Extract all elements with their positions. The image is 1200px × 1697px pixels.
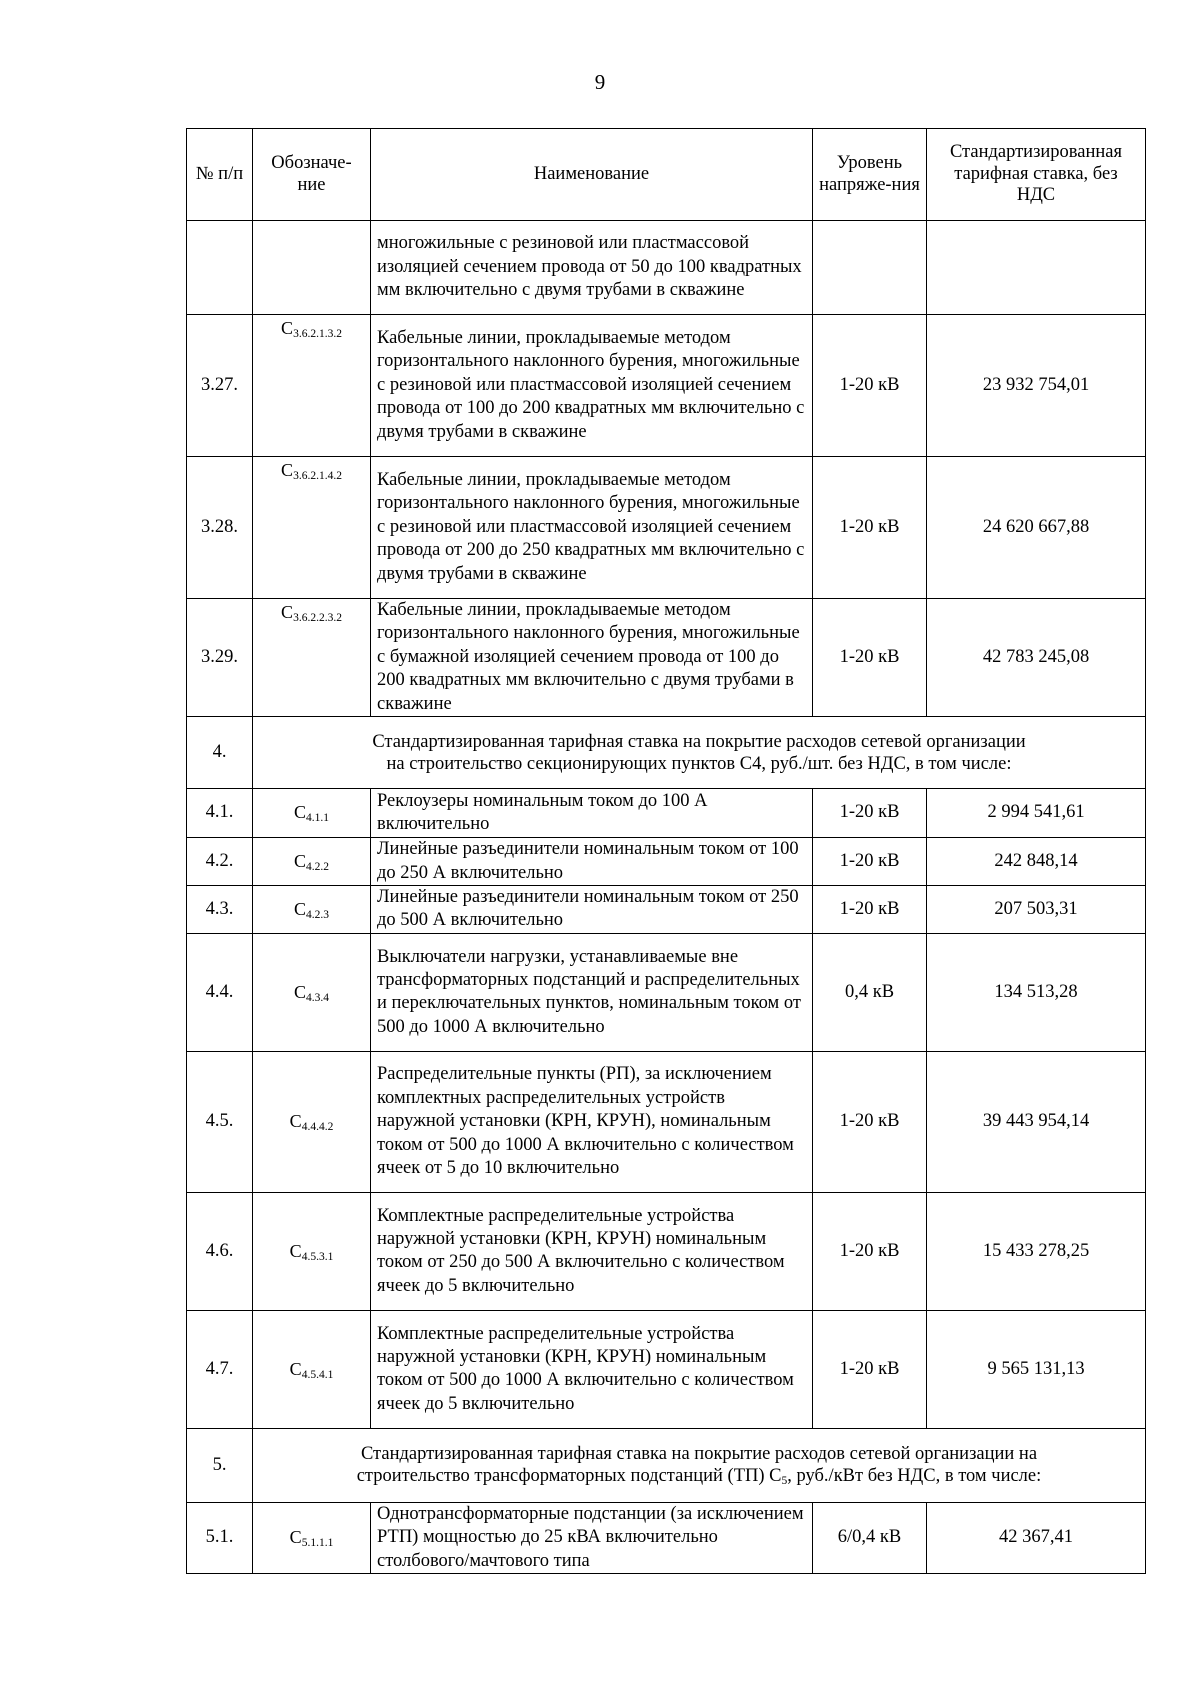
table-row <box>187 933 1146 1051</box>
row-name: многожильные с резиновой или пластмассовой изоляцией сечением провода от 50 до 100 квадратных мм включительно с двумя трубами в скважине <box>371 221 813 315</box>
row-rate: 15 433 278,25 <box>927 1192 1146 1310</box>
row-num: 4.1. <box>187 789 253 838</box>
table-row <box>187 1310 1146 1428</box>
row-name: Выключатели нагрузки, устанавливаемые вне трансформаторных подстанций и распределительных и переключательных пунктов, номинальным током от 500 до 1000 А включительно <box>371 933 813 1051</box>
row-name: Комплектные распределительные устройства наружной установки (КРН, КРУН) номинальным током от 500 до 1000 А включительно с количеством ячеек до 5 включительно <box>371 1310 813 1428</box>
table-row <box>187 221 1146 315</box>
designation-base: С <box>293 898 306 919</box>
row-rate <box>927 221 1146 315</box>
designation-subscript: 5.1.1.1 <box>301 1537 334 1550</box>
designation-base: С <box>289 1240 302 1261</box>
row-voltage: 1-20 кВ <box>813 886 927 934</box>
designation-subscript: 4.5.4.1 <box>301 1368 334 1381</box>
section-num: 4. <box>187 717 253 789</box>
row-rate: 42 367,41 <box>927 1502 1146 1573</box>
row-voltage: 1-20 кВ <box>813 599 927 717</box>
row-num: 4.2. <box>187 838 253 886</box>
row-designation <box>253 933 371 1051</box>
section-row <box>187 717 1146 789</box>
row-rate: 134 513,28 <box>927 933 1146 1051</box>
row-voltage: 1-20 кВ <box>813 457 927 599</box>
section-title-text: строительство трансформаторных подстанций (ТП) С <box>356 1466 782 1487</box>
row-num: 3.28. <box>187 457 253 599</box>
designation-base: С <box>289 1527 302 1548</box>
designation-base: С <box>289 1111 302 1132</box>
row-rate: 242 848,14 <box>927 838 1146 886</box>
designation-subscript: 4.2.3 <box>306 908 329 921</box>
row-designation <box>253 599 371 717</box>
section-title-text: , руб./кВт без НДС, в том числе: <box>787 1466 1042 1487</box>
designation-base: С <box>281 460 294 480</box>
section-title-subscript: 5 <box>781 1475 788 1488</box>
row-name: Однотрансформаторные подстанции (за исключением РТП) мощностью до 25 кВА включительно столбового/мачтового типа <box>371 1502 813 1573</box>
header-voltage: Уровень напряже-ния <box>813 129 927 221</box>
row-designation <box>253 1502 371 1573</box>
designation-base: С <box>293 802 306 823</box>
table-row <box>187 838 1146 886</box>
designation-subscript: 4.4.4.2 <box>301 1121 334 1134</box>
designation-subscript: 4.3.4 <box>306 991 329 1004</box>
row-num: 4.5. <box>187 1051 253 1192</box>
row-name: Реклоузеры номинальным током до 100 А включительно <box>371 789 813 838</box>
header-name: Наименование <box>371 129 813 221</box>
designation-subscript: 3.6.2.1.4.2 <box>293 470 342 482</box>
designation-subscript: 4.5.3.1 <box>301 1250 334 1263</box>
row-rate: 39 443 954,14 <box>927 1051 1146 1192</box>
row-designation <box>253 838 371 886</box>
row-designation <box>253 886 371 934</box>
table-row <box>187 599 1146 717</box>
row-voltage: 1-20 кВ <box>813 838 927 886</box>
row-num: 4.7. <box>187 1310 253 1428</box>
row-rate: 207 503,31 <box>927 886 1146 934</box>
row-name: Кабельные линии, прокладываемые методом горизонтального наклонного бурения, многожильные с резиновой или пластмассовой изоляцией сечением провода от 100 до 200 квадратных мм включительно с двумя трубами в скважине <box>371 315 813 457</box>
row-voltage: 0,4 кВ <box>813 933 927 1051</box>
row-num: 5.1. <box>187 1502 253 1573</box>
section-title-line: Стандартизированная тарифная ставка на покрытие расходов сетевой организации на <box>360 1444 1038 1465</box>
row-voltage: 1-20 кВ <box>813 789 927 838</box>
row-designation <box>253 1192 371 1310</box>
section-title-line: на строительство секционирующих пунктов С4, руб./шт. без НДС, в том числе: <box>386 753 1012 774</box>
row-voltage: 1-20 кВ <box>813 1310 927 1428</box>
row-num <box>187 221 253 315</box>
designation-subscript: 3.6.2.2.3.2 <box>293 612 342 624</box>
row-num: 4.6. <box>187 1192 253 1310</box>
section-title-line: Стандартизированная тарифная ставка на покрытие расходов сетевой организации <box>372 731 1026 752</box>
row-name: Распределительные пункты (РП), за исключением комплектных распределительных устройств наружной установки (КРН, КРУН), номинальным током от 500 до 1000 А включительно с количеством ячеек от 5 до 10 включительно <box>371 1051 813 1192</box>
header-designation: Обозначе-ние <box>253 129 371 221</box>
row-designation <box>253 315 371 457</box>
table-row <box>187 457 1146 599</box>
section-title <box>253 717 1146 789</box>
row-name: Комплектные распределительные устройства наружной установки (КРН, КРУН) номинальным током от 250 до 500 А включительно с количеством ячеек до 5 включительно <box>371 1192 813 1310</box>
row-designation <box>253 1310 371 1428</box>
row-num: 3.27. <box>187 315 253 457</box>
row-num: 4.3. <box>187 886 253 934</box>
row-voltage: 1-20 кВ <box>813 315 927 457</box>
table-row <box>187 886 1146 934</box>
row-name: Кабельные линии, прокладываемые методом горизонтального наклонного бурения, многожильные с резиновой или пластмассовой изоляцией сечением провода от 200 до 250 квадратных мм включительно с двумя трубами в скважине <box>371 457 813 599</box>
row-voltage <box>813 221 927 315</box>
row-voltage: 1-20 кВ <box>813 1051 927 1192</box>
row-rate: 2 994 541,61 <box>927 789 1146 838</box>
table-row <box>187 1192 1146 1310</box>
table-row <box>187 1051 1146 1192</box>
designation-base: С <box>281 602 294 622</box>
row-name: Линейные разъединители номинальным током от 250 до 500 А включительно <box>371 886 813 934</box>
designation-subscript: 4.1.1 <box>306 812 329 825</box>
row-designation <box>253 789 371 838</box>
designation-subscript: 4.2.2 <box>306 860 329 873</box>
tariff-table <box>186 128 1146 1574</box>
row-rate: 9 565 131,13 <box>927 1310 1146 1428</box>
section-row <box>187 1428 1146 1502</box>
page-number: 9 <box>594 70 606 94</box>
designation-base: С <box>293 850 306 871</box>
section-title-line <box>259 1465 1139 1487</box>
row-rate: 23 932 754,01 <box>927 315 1146 457</box>
row-voltage: 6/0,4 кВ <box>813 1502 927 1573</box>
header-num: № п/п <box>187 129 253 221</box>
designation-base: С <box>293 981 306 1002</box>
header-rate: Стандартизированная тарифная ставка, без НДС <box>927 129 1146 221</box>
row-voltage: 1-20 кВ <box>813 1192 927 1310</box>
table-row <box>187 789 1146 838</box>
row-rate: 42 783 245,08 <box>927 599 1146 717</box>
row-designation <box>253 457 371 599</box>
row-rate: 24 620 667,88 <box>927 457 1146 599</box>
row-name: Линейные разъединители номинальным током от 100 до 250 А включительно <box>371 838 813 886</box>
designation-base: С <box>281 318 294 338</box>
row-name: Кабельные линии, прокладываемые методом горизонтального наклонного бурения, многожильные с бумажной изоляцией сечением провода от 100 до 200 квадратных мм включительно с двумя трубами в скважине <box>371 599 813 717</box>
section-title <box>253 1428 1146 1502</box>
section-num: 5. <box>187 1428 253 1502</box>
designation-subscript: 3.6.2.1.3.2 <box>293 328 342 340</box>
row-num: 3.29. <box>187 599 253 717</box>
designation-base: С <box>289 1358 302 1379</box>
row-designation <box>253 221 371 315</box>
row-designation <box>253 1051 371 1192</box>
table-row <box>187 1502 1146 1573</box>
table-header-row <box>187 129 1146 221</box>
table-row <box>187 315 1146 457</box>
row-num: 4.4. <box>187 933 253 1051</box>
